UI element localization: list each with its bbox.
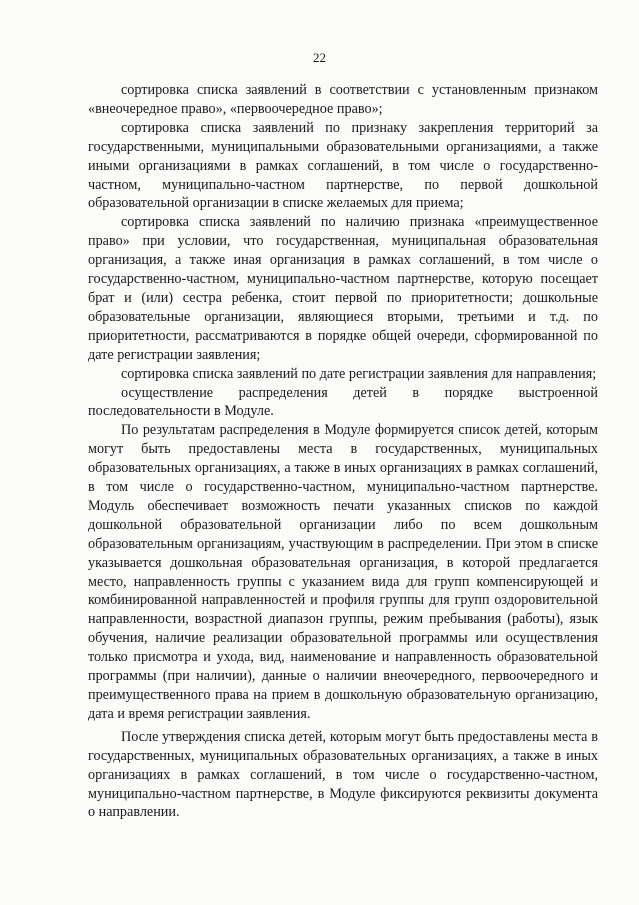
paragraph-list-approval: После утверждения списка детей, которым могут быть предоставлены места в государственных, муниципальных образовательных организациях, а также в иных организациях в рамках соглашений, в том числе о государственно-частном, муниципально-частном партнерстве, в Модуле фиксируются реквизиты документа о направлении. bbox=[88, 728, 598, 821]
document-body bbox=[88, 81, 598, 822]
paragraph-distribution-results: По результатам распределения в Модуле формируется список детей, которым могут быть предоставлены места в государственных, муниципальных образовательных организациях, а также в иных организациях в рамках соглашений, в том числе о государственно-частном, муниципально-частном партнерстве. Модуль обеспечивает возможность печати указанных списков по каждой дошкольной образовательной организации либо по всем дошкольным образовательным организациям, участвующим в распределении. При этом в списке указывается дошкольная образовательная организация, в которой предлагается место, направленность группы с указанием вида для групп компенсирующей и комбинированной направленностей и профиля группы для групп оздоровительной направленности, возрастной диапазон группы, режим пребывания (работы), язык обучения, наличие реализации образовательной программы или осуществления только присмотра и ухода, вид, наименование и направленность образовательной программы (при наличии), данные о наличии внеочередного, первоочередного и преимущественного права на прием в дошкольную образовательную организацию, дата и время регистрации заявления. bbox=[88, 422, 598, 722]
paragraph-distribution: осуществление распределения детей в порядке выстроенной последовательности в Модуле. bbox=[88, 384, 598, 420]
page-number: 22 bbox=[313, 50, 326, 65]
paragraph-sort-preferential-right: сортировка списка заявлений по наличию признака «преимущественное право» при условии, что государственная, муниципальная образовательная организация, а также иная организация в рамках соглашений, в том числе о государственно-частном, муниципально-частном партнерстве, которую посещает брат и (или) сестра ребенка, стоит первой по приоритетности; дошкольные образовательные организации, являющиеся вторыми, третьими и т.д. по приоритетности, рассматриваются в порядке общей очереди, сформированной по дате регистрации заявления; bbox=[88, 214, 598, 363]
paragraph-sort-registration-date: сортировка списка заявлений по дате регистрации заявления для направления; bbox=[121, 365, 597, 382]
paragraph-sort-extraordinary-right: сортировка списка заявлений в соответствии с установленным признаком «внеочередное право», «первоочередное право»; bbox=[88, 82, 598, 117]
paragraph-sort-territory: сортировка списка заявлений по признаку закрепления территорий за государственными, муниципальными образовательными организациями, а также иными организациями в рамках соглашений, в том числе о государственно-частном, муниципально-частном партнерстве, по первой дошкольной образовательной организации в списке желаемых для приема; bbox=[88, 119, 598, 212]
